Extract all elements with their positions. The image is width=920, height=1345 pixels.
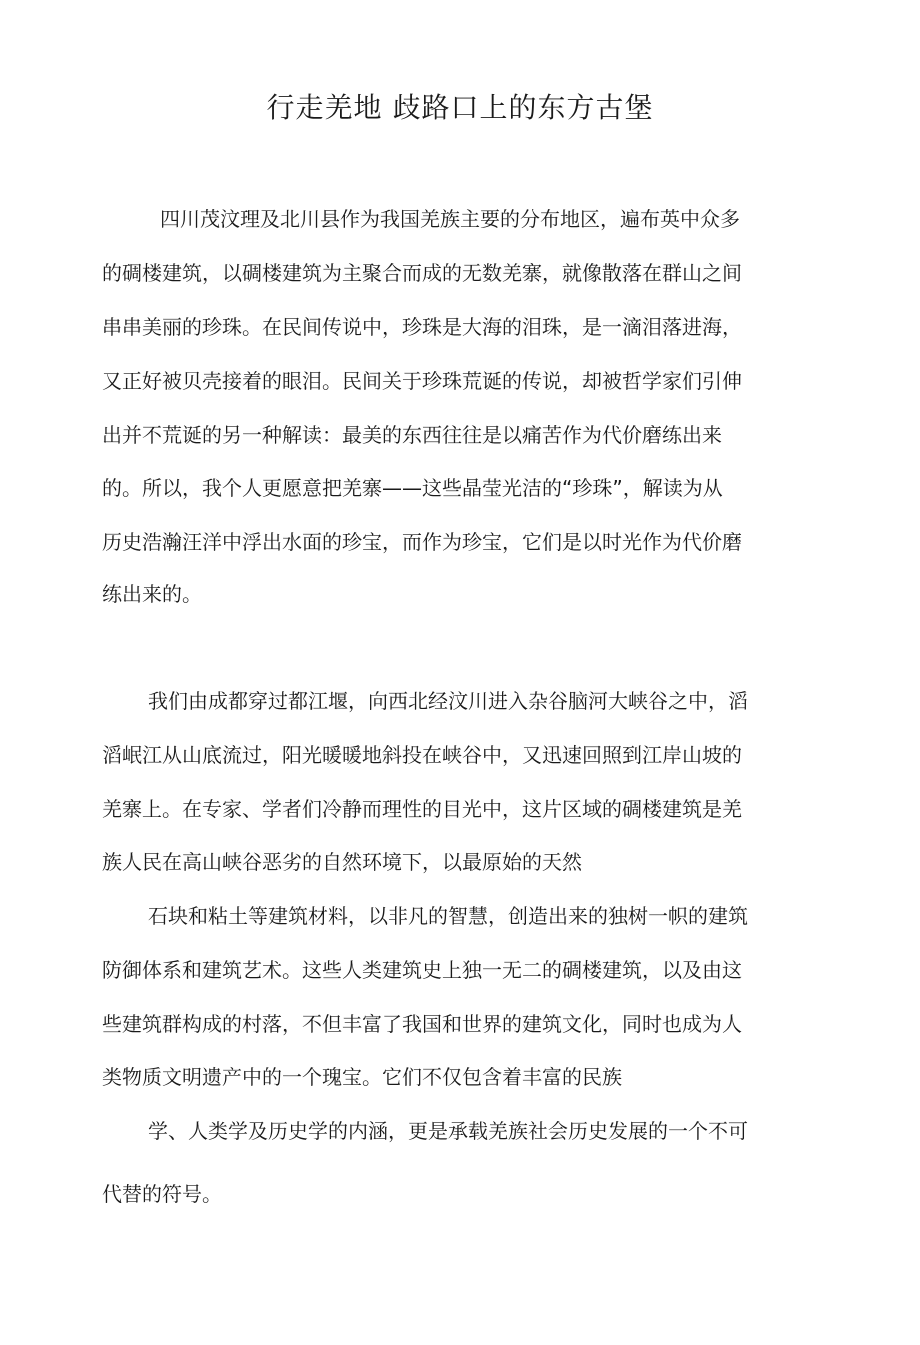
paragraph-4-line-2: 代替的符号。	[102, 1182, 222, 1206]
paragraph-2-line-2: 滔岷江从山底流过，阳光暖暖地斜投在峡谷中，又迅速回照到江岸山坡的	[102, 743, 742, 767]
paragraph-1-line-2: 的碉楼建筑，以碉楼建筑为主聚合而成的无数羌寨，就像散落在群山之间	[102, 261, 742, 285]
paragraph-3-line-2: 防御体系和建筑艺术。这些人类建筑史上独一无二的碉楼建筑，以及由这	[102, 958, 742, 982]
paragraph-4-line-1: 学、人类学及历史学的内涵，更是承载羌族社会历史发展的一个不可	[148, 1119, 748, 1143]
paragraph-1-line-7: 历史浩瀚汪洋中浮出水面的珍宝，而作为珍宝，它们是以时光作为代价磨	[102, 530, 742, 554]
paragraph-1-line-4: 又正好被贝壳接着的眼泪。民间关于珍珠荒诞的传说，却被哲学家们引伸	[102, 369, 742, 393]
paragraph-1-line-8: 练出来的。	[102, 582, 202, 606]
paragraph-3-line-3: 些建筑群构成的村落，不但丰富了我国和世界的建筑文化，同时也成为人	[102, 1012, 742, 1036]
paragraph-2-line-3: 羌寨上。在专家、学者们冷静而理性的目光中，这片区域的碉楼建筑是羌	[102, 797, 742, 821]
paragraph-2-line-1: 我们由成都穿过都江堰，向西北经汶川进入杂谷脑河大峡谷之中，滔	[148, 689, 748, 713]
paragraph-3-line-1: 石块和粘土等建筑材料，以非凡的智慧，创造出来的独树一帜的建筑	[148, 904, 748, 928]
paragraph-1-line-5: 出并不荒诞的另一种解读：最美的东西往往是以痛苦作为代价磨练出来	[102, 423, 722, 447]
paragraph-1-line-3: 串串美丽的珍珠。在民间传说中，珍珠是大海的泪珠，是一滴泪落进海，	[102, 315, 742, 339]
paragraph-2-line-4: 族人民在高山峡谷恶劣的自然环境下，以最原始的天然	[102, 850, 582, 874]
paragraph-1-line-1: 四川茂汶理及北川县作为我国羌族主要的分布地区，遍布英中众多	[160, 207, 740, 231]
document-title: 行走羌地 歧路口上的东方古堡	[266, 91, 654, 124]
paragraph-3-line-4: 类物质文明遗产中的一个瑰宝。它们不仅包含着丰富的民族	[102, 1065, 622, 1089]
paragraph-1-line-6: 的。所以，我个人更愿意把羌寨——这些晶莹光洁的“珍珠”，解读为从	[102, 476, 723, 500]
